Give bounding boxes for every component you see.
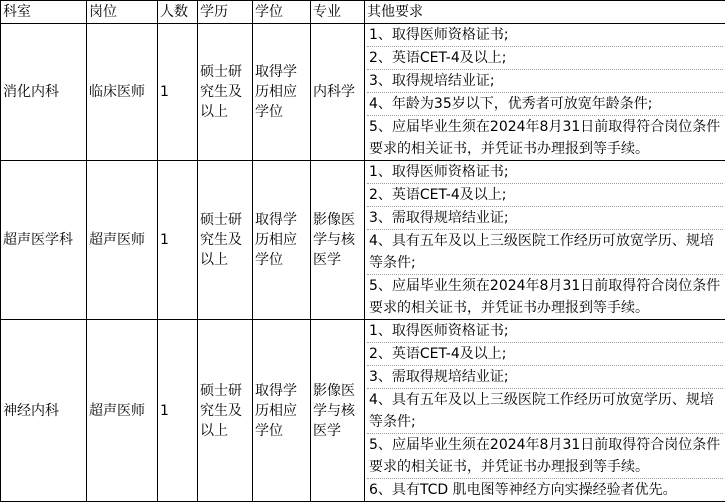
cell-count: 1 [158, 320, 198, 502]
cell-position: 超声医师 [87, 161, 158, 320]
cell-dept: 超声医学科 [1, 161, 87, 320]
requirement-item: 4、具有五年及以上三级医院工作经历可放宽学历、规培等条件; [367, 230, 723, 275]
cell-dept: 神经内科 [1, 320, 87, 502]
cell-education: 硕士研究生及以上 [198, 320, 253, 502]
requirement-item: 1、取得医师资格证书; [367, 24, 723, 47]
requirement-item: 2、英语CET-4及以上; [367, 343, 723, 366]
requirement-item: 4、具有五年及以上三级医院工作经历可放宽学历、规培等条件; [367, 389, 723, 434]
header-education: 学历 [198, 1, 253, 24]
cell-requirements [365, 24, 725, 161]
header-count: 人数 [158, 1, 198, 24]
cell-education: 硕士研究生及以上 [198, 24, 253, 161]
cell-major: 内科学 [311, 24, 365, 161]
header-position: 岗位 [87, 1, 158, 24]
requirement-item: 4、年龄为35岁以下，优秀者可放宽年龄条件; [367, 93, 723, 116]
header-other: 其他要求 [365, 1, 725, 24]
cell-count: 1 [158, 24, 198, 161]
requirement-item: 6、具有TCD 肌电图等神经方向实操经验者优先。 [369, 482, 677, 498]
header-row [1, 1, 725, 24]
cell-requirements [365, 161, 725, 320]
requirement-item: 5、应届毕业生须在2024年8月31日前取得符合岗位条件要求的相关证书，并凭证书办理报到等手续。 [367, 434, 723, 479]
header-major: 专业 [311, 1, 365, 24]
requirement-item: 1、取得医师资格证书; [367, 320, 723, 343]
cell-position: 临床医师 [87, 24, 158, 161]
header-dept: 科室 [1, 1, 87, 24]
table-row [1, 320, 725, 502]
requirement-item: 2、英语CET-4及以上; [367, 47, 723, 70]
cell-education: 硕士研究生及以上 [198, 161, 253, 320]
requirement-item: 3、取得规培结业证; [367, 70, 723, 93]
table-row [1, 161, 725, 320]
requirement-item: 2、英语CET-4及以上; [367, 184, 723, 207]
requirement-item: 5、应届毕业生须在2024年8月31日前取得符合岗位条件要求的相关证书，并凭证书办理报到等手续。 [369, 278, 721, 316]
requirement-item: 1、取得医师资格证书; [367, 161, 723, 184]
cell-degree: 取得学历相应学位 [253, 24, 311, 161]
cell-degree: 取得学历相应学位 [253, 161, 311, 320]
requirement-item: 3、需取得规培结业证; [367, 207, 723, 230]
cell-major: 影像医学与核医学 [311, 161, 365, 320]
cell-count: 1 [158, 161, 198, 320]
cell-requirements [365, 320, 725, 502]
table-row [1, 24, 725, 161]
requirement-item: 5、应届毕业生须在2024年8月31日前取得符合岗位条件要求的相关证书，并凭证书办理报到等手续。 [369, 119, 721, 157]
cell-dept: 消化内科 [1, 24, 87, 161]
cell-degree: 取得学历相应学位 [253, 320, 311, 502]
requirement-item: 3、需取得规培结业证; [367, 366, 723, 389]
cell-major: 影像医学与核医学 [311, 320, 365, 502]
header-degree: 学位 [253, 1, 311, 24]
cell-position: 超声医师 [87, 320, 158, 502]
